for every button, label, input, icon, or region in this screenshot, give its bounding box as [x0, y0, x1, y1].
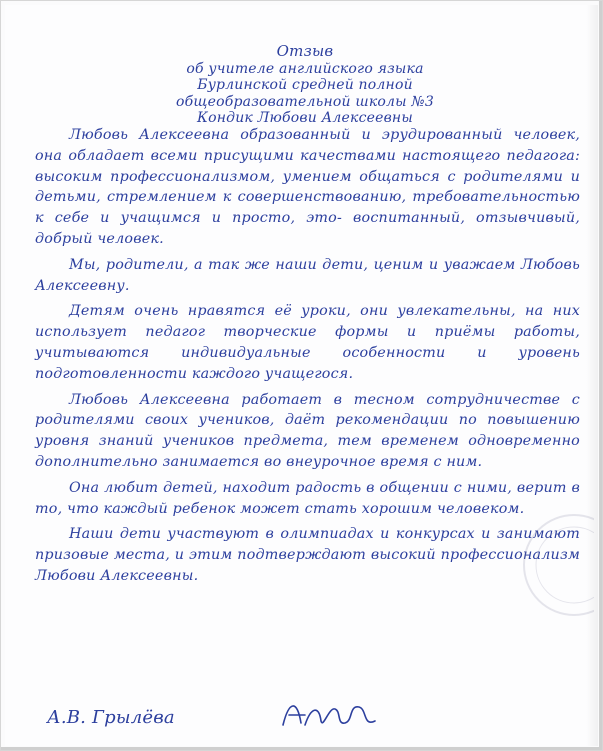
paragraph: Любовь Алексеевна образованный и эрудированный человек, она обладает всеми присущими качествами настоящего педагога: высоким профессионализмом, умением общаться с родителями и детьми, стремлением к совершенствованию, требовательностью к себе и учащимся и просто, это- воспитанный, отзывчивый, добрый человек.	[35, 127, 580, 247]
letter-title: Отзыв	[276, 42, 334, 60]
header-line: Кондик Любови Алексеевны	[197, 110, 413, 126]
paragraph: Мы, родители, а так же наши дети, ценим и уважаем Любовь Алексеевну.	[35, 256, 580, 294]
page-edge-shadow	[586, 5, 598, 746]
header-line: общеобразовательной школы №3	[176, 93, 434, 110]
signature-name: А.В. Грылёва	[47, 707, 175, 728]
paragraph: Детям очень нравятся её уроки, они увлекательны, на них использует педагог творческие формы и приёмы работы, учитываются индивидуальные особенности и уровень подготовленности каждого учащегося.	[35, 303, 580, 382]
letter-body	[35, 125, 580, 592]
signature-scribble	[275, 695, 385, 735]
header-line: Бурлинской средней полной	[197, 77, 413, 93]
paragraph: Наши дети участвуют в олимпиадах и конкурсах и занимают призовые места, и этим подтверждают высокий профессионализм Любови Алексеевны.	[35, 526, 580, 584]
faint-stamp	[504, 505, 594, 625]
letter-page	[5, 5, 598, 746]
header-line: об учителе английского языка	[186, 60, 424, 77]
paragraph: Любовь Алексеевна работает в тесном сотрудничестве с родителями своих учеников, даёт рекомендации по повышению уровня знаний учеников предмета, тем временем одновременно дополнительно занимается во внеурочное время с ним.	[35, 391, 580, 470]
letter-header	[45, 43, 565, 127]
paragraph: Она любит детей, находит радость в общении с ними, верит в то, что каждый ребенок может стать хорошим человеком.	[35, 479, 580, 517]
